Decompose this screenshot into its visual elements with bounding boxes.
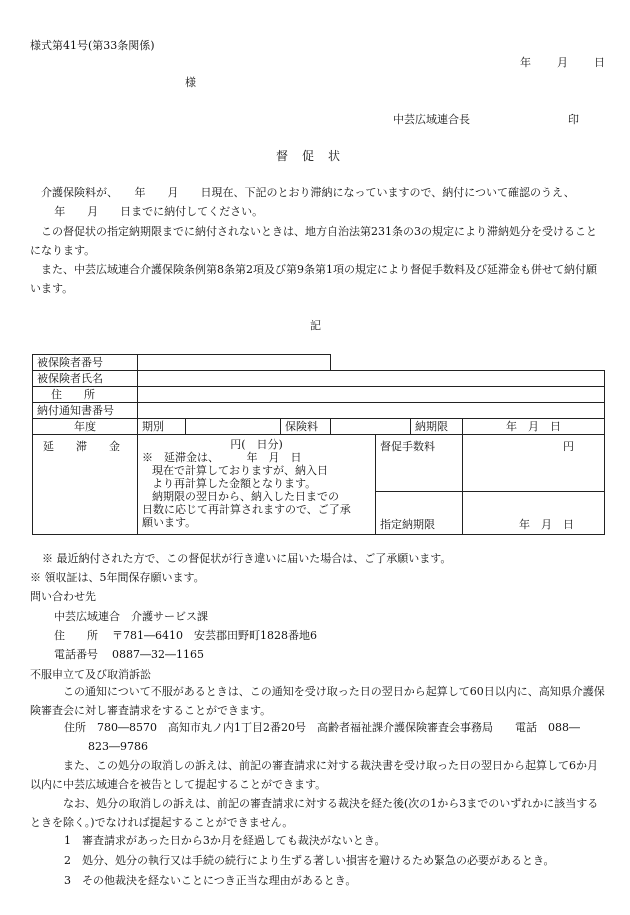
review-office-address-line-1: 住所 780―8570 高知市丸ノ内1丁目2番20号 高齢者福祉課介護保険審査会事務局 電話 088― [64,721,580,734]
table-row [33,403,605,419]
body-paragraph-3 [30,260,605,298]
contact-org: 中芸広域連合 介護サービス課 [54,610,208,623]
body-paragraph-1-line-1: 介護保険料が、 年 月 日現在、下記のとおり滞納になっていますので、納付について確認のうえ、 [41,186,575,199]
table-row [33,419,605,435]
appeal-heading: 不服申立て及び取消訴訟 [30,668,151,681]
contact-address-label: 住 所 [54,629,98,642]
insured-name-label: 被保険者氏名 [33,371,138,387]
list-item: 2 処分、処分の執行又は手続の続行により生ずる著しい損害を避けるため緊急の必要があるとき。 [64,854,555,867]
reminder-fee-label: 督促手数料 [376,435,463,492]
appeal-paragraph-1 [30,682,605,720]
appeal-paragraph-3 [30,794,605,832]
appeal-paragraph-2 [30,756,605,794]
designated-due-value: 年 月 日 [463,492,605,535]
late-fee-label: 延 滞 金 [33,435,138,535]
contact-heading: 問い合わせ先 [30,590,96,603]
notice-number-label: 納付通知書番号 [33,403,138,419]
insured-name-value [138,371,605,387]
due-date-value: 年 月 日 [463,419,605,435]
body-paragraph-3-text: また、中芸広域連合介護保険条例第8条第2項及び第9条第1項の規定により督促手数料及び延滞金も併せて納付願います。 [30,263,597,295]
premium-table [32,354,605,535]
date-year-label: 年 [520,56,531,69]
date-month-label: 月 [557,56,568,69]
premium-value [331,419,411,435]
reminder-fee-yen: 円 [463,435,605,492]
period-value [186,419,281,435]
period-label: 期別 [138,419,186,435]
date-day-label: 日 [594,56,605,69]
body-paragraph-2-text: この督促状の指定納期限までに納付されないときは、地方自治法第231条の3の規定により滞納処分を受けることになります。 [30,225,597,257]
table-row [33,371,605,387]
empty-cell [331,355,605,371]
body-paragraph-2 [30,222,605,260]
insured-number-value [138,355,331,371]
insured-number-label: 被保険者番号 [33,355,138,371]
premium-label: 保険料 [281,419,331,435]
late-note-line: ※ 延滞金は、 年 月 日 [142,451,302,464]
list-item: 3 その他裁決を経ないことにつき正当な理由があるとき。 [64,874,357,887]
address-value [138,387,605,403]
table-row [33,355,605,371]
appeal-paragraph-3-text: なお、処分の取消しの訴えは、前記の審査請求に対する裁決を経た後(次の1から3までのいずれかに該当するときを除く。)でなければ提起することができません。 [30,797,599,829]
due-date-label: 納期限 [411,419,463,435]
table-row [33,435,605,492]
body-paragraph-1 [30,183,605,221]
appeal-paragraph-1-text: この通知について不服があるときは、この通知を受け取った日の翌日から起算して60日以内に、高知県介護保険審査会に対し審査請求をすることができます。 [30,685,605,717]
issuer-name: 中芸広域連合長 [393,113,470,126]
table-row [33,387,605,403]
late-note-line: 願います。 [142,516,197,529]
note-receipt: ※ 領収証は、5年間保存願います。 [30,571,205,584]
address-label: 住 所 [33,387,138,403]
exception-list [64,831,555,891]
addressee-suffix: 様 [185,76,196,89]
note-crossed-payment: ※ 最近納付された方で、この督促状が行き違いに届いた場合は、ご了承願います。 [42,552,452,565]
document-title: 督 促 状 [276,149,342,163]
contact-address: 〒781―6410 安芸郡田野町1828番地6 [112,629,317,642]
contact-phone-label: 電話番号 [54,648,98,661]
notice-number-value [138,403,605,419]
contact-phone: 0887―32―1165 [112,648,204,661]
review-office-address-line-2: 823―9786 [88,740,148,753]
seal-mark: 印 [568,113,579,126]
designated-due-label: 指定納期限 [376,492,463,535]
late-fee-detail [138,435,376,535]
late-fee-amount: 円( 日分) [230,438,283,451]
list-item: 1 審査請求があった日から3か月を経過しても裁決がないとき。 [64,834,386,847]
late-note-line: 現在で計算しておりますが、納入日 [152,464,328,477]
form-number: 様式第41号(第33条関係) [30,39,155,52]
late-note-line: より再計算した金額となります。 [152,477,317,490]
fiscal-year-label: 年度 [33,419,138,435]
appeal-paragraph-2-text: また、この処分の取消しの訴えは、前記の審査請求に対する裁決書を受け取った日の翌日から起算して6か月以内に中芸広域連合を被告として提起することができます。 [30,759,598,791]
late-note-line: 納期限の翌日から、納入した日までの [152,490,339,503]
late-note-line: 日数に応じて再計算されますので、ご了承 [142,503,351,516]
body-paragraph-1-line-2: 年 月 日までに納付してください。 [54,205,264,218]
ki-heading: 記 [310,319,321,332]
